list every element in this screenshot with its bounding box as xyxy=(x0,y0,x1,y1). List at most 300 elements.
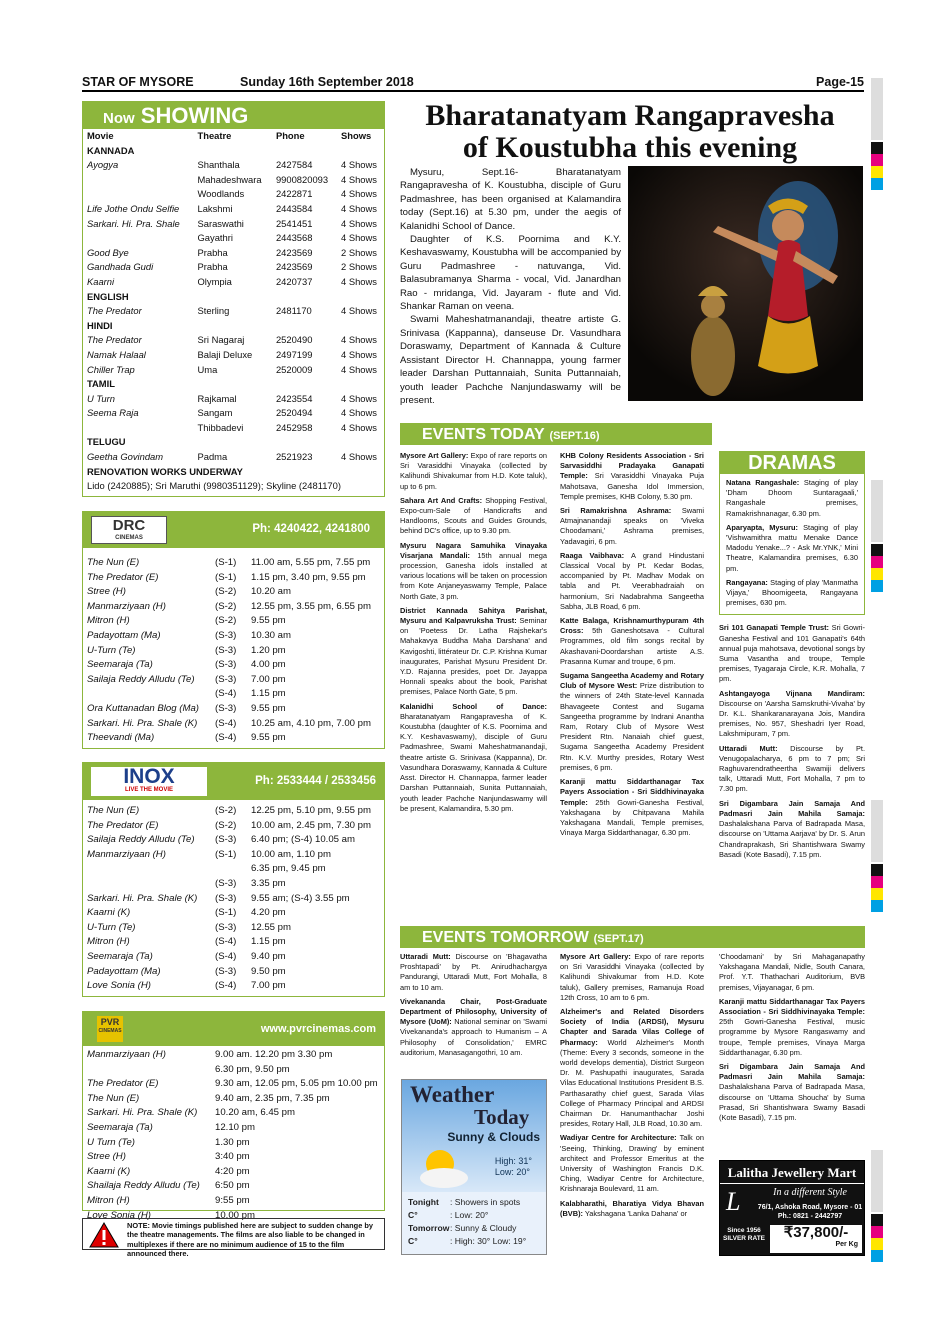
register-black xyxy=(871,864,883,876)
event-item xyxy=(560,506,704,547)
table-row xyxy=(83,158,384,173)
show-count: 4 Shows xyxy=(341,275,377,287)
show-count: 2 Shows xyxy=(341,246,377,258)
dancer-illustration xyxy=(628,166,863,401)
screen-number: (S-3) xyxy=(215,877,237,889)
movie-title xyxy=(83,421,194,436)
inox-box xyxy=(82,762,385,997)
table-row xyxy=(83,421,384,436)
schedule-row xyxy=(83,1077,380,1092)
table-row xyxy=(83,392,384,407)
show-times: 6.30 pm, 9.50 pm xyxy=(215,1063,290,1075)
event-organiser: Kalanidhi School of Dance: xyxy=(400,701,547,711)
show-count: 4 Shows xyxy=(341,232,377,244)
movie-title: Mitron (H) xyxy=(87,936,130,948)
renovation-list: Lido (2420885); Sri Maruthi (9980351129); Skyline (2481170) xyxy=(87,480,341,492)
movie-title: The Nun (E) xyxy=(87,1092,140,1104)
movie-title: Mitron (H) xyxy=(87,615,130,627)
theatre-name: Lakshmi xyxy=(197,202,233,214)
schedule-row xyxy=(83,833,373,848)
show-times: 9.55 am; (S-4) 3.55 pm xyxy=(251,892,350,904)
register-cyan xyxy=(871,580,883,592)
screen-number: (S-2) xyxy=(215,819,237,831)
section-label: KANNADA xyxy=(87,144,135,156)
schedule-row xyxy=(83,687,373,702)
event-details: Dashalakshana Parva of Badrapada Masa, discourse on 'Uttama Aarjava' by Dr. S. Arun Chandraprakash, Sri Shantishwara Swamy Basadi (Kote Basadi), 7.15 pm. xyxy=(719,819,865,859)
register-yellow xyxy=(871,568,883,580)
events-tomorrow-col-2 xyxy=(560,952,704,1223)
movie-title: The Predator (E) xyxy=(87,571,159,583)
section-label: HINDI xyxy=(87,319,113,331)
theatre-name: Sri Nagaraj xyxy=(197,334,245,346)
table-row xyxy=(83,348,384,363)
event-details: Staging of play 'Dham Dhoom Suntaragaali,' Rangashale premises, Ramakrishnanagar, 6.30 pm. xyxy=(726,478,858,518)
column-header: Phone xyxy=(275,130,305,141)
movie-title xyxy=(83,687,211,702)
movie-title: Love Sonia (H) xyxy=(87,1209,151,1221)
screen-number: (S-3) xyxy=(215,892,237,904)
now-showing-table xyxy=(83,129,384,494)
event-item xyxy=(719,997,865,1058)
article-para-2: Daughter of K.S. Poornima and K.Y. Keshavaswamy, Koustubha will be accompanied by Guru Padmashree - natuvanga, Vid. Balasubramanya Sharma - vocal, Vid. Janardhan Rao - mridanga, Vid. Jayaram - flute and Vid. Shankar Raman on veena. xyxy=(400,234,621,313)
movie-title: Theevandi (Ma) xyxy=(87,732,155,744)
movie-title: Sarkari. Hi. Pra. Shale xyxy=(87,217,180,229)
show-times: 1.30 pm xyxy=(215,1136,250,1148)
schedule-row xyxy=(83,658,373,673)
sun-cloud-icon xyxy=(410,1146,470,1190)
table-row xyxy=(83,435,384,450)
margin-bar xyxy=(871,480,883,542)
inox-phone: Ph: 2533444 / 2533456 xyxy=(255,775,376,787)
event-details: Discourse on 'Aarsha Samskruthi-Vivaha' by Dr. K.L. Shankaranarayana Jois, Mandira premises, No. 957, Sheshadri Iyer Road, Lakshmipuram, 7 pm. xyxy=(719,698,865,739)
table-row xyxy=(83,377,384,392)
weather-subtitle: Today xyxy=(474,1105,530,1129)
theatre-name: Mahadeshwara xyxy=(197,173,262,185)
schedule-row xyxy=(83,1092,380,1107)
drc-box xyxy=(82,511,385,749)
event-item xyxy=(726,523,858,574)
ad-name: Lalitha Jewellery Mart xyxy=(720,1165,864,1184)
event-details: Prize distribution to the winners of 24th State-level Kannada Bhavageete Contest and Sugama Sangeetha programme by Indrani Anantha Ram, Rotary Club of Mysore West President Rtn. Nanaiah chief guest, Sugama Sangeetha Academy President Rtn. K.V. Murthy presides, Rotary West premises, 6 pm. xyxy=(560,681,705,772)
schedule-row xyxy=(83,702,373,717)
table-row xyxy=(83,260,384,275)
pvr-website: www.pvrcinemas.com xyxy=(260,1023,376,1035)
show-times: 12.10 pm xyxy=(215,1121,256,1133)
ad-since: Since 1956 SILVER RATE xyxy=(722,1227,765,1242)
screen-number: (S-2) xyxy=(215,586,237,598)
event-organiser: Uttaradi Mutt: xyxy=(400,952,451,961)
show-times: 9.55 pm xyxy=(251,702,286,714)
table-row xyxy=(83,231,384,246)
register-black xyxy=(871,1214,883,1226)
theatre-name: Sangam xyxy=(197,407,233,419)
show-times: 9.50 pm xyxy=(251,965,286,977)
phone-number: 2521923 xyxy=(275,451,313,463)
movie-title: Padayottam (Ma) xyxy=(87,629,161,641)
event-organiser: Alzheimer's and Related Disorders Society of India (ARDSI), Mysuru Chapter and Sarada Vilas College of Pharmacy: xyxy=(560,1007,704,1047)
movie-title: Stree (H) xyxy=(87,586,126,598)
theatre-name: Balaji Deluxe xyxy=(197,348,253,360)
event-organiser: Wadiyar Centre for Architecture: xyxy=(560,1133,677,1143)
schedule-row xyxy=(83,1150,380,1165)
event-details: Swami Atmajnanandaji speaks on 'Viveka Choodamani,' Ashrama premises, Yadavagiri, 6 pm. xyxy=(560,506,704,546)
movie-title: The Predator xyxy=(87,334,142,346)
show-count: 4 Shows xyxy=(341,159,377,171)
schedule-row xyxy=(83,731,373,746)
event-organiser: Uttaradi Mutt: xyxy=(719,743,778,753)
weather-forecast: Tonight : Showers in spots C° : Low: 20° Tomorrow: Sunny & Cloudy C° : High: 30° Low: 19° xyxy=(408,1197,527,1246)
screen-number: (S-4) xyxy=(215,950,237,962)
theatre-name: Uma xyxy=(197,363,218,375)
show-times: 10.30 am xyxy=(251,629,292,641)
weather-sky xyxy=(402,1080,546,1192)
show-times: 1.15 pm xyxy=(251,936,286,948)
theatre-name: Sterling xyxy=(197,305,230,317)
schedule-row xyxy=(83,600,373,615)
theatre-name: Olympia xyxy=(197,275,232,287)
phone-number: 2520009 xyxy=(275,363,313,375)
phone-number: 2422871 xyxy=(275,188,313,200)
schedule-row xyxy=(83,1194,380,1209)
event-details: Sri Varasiddhi Vinayaka Puja Mahotsava, Ganesha Idol Immersion, Temple premises, KHB Colony, 5.30 pm. xyxy=(560,471,704,501)
movie-title: Kaarni (K) xyxy=(87,1165,131,1177)
event-details: World Alzheimer's Month (Theme: Every 3 seconds, someone in the world develops dementia), District Surgeon Dr. M. Pashupathi inaugurates, Sarada Vilas Educational Institutions President B.S. Parthasarathy chief guest, Sarada Vilas College of Pharmacy Principal and ARDSI Chairman Dr. Hanumanthachar Joshi presides, Rotary Hall, JLB Road, 10.30 am. xyxy=(560,1037,704,1129)
event-item xyxy=(726,578,858,609)
article-para-1: Mysuru, Sept.16- Bharatanatyam Rangapravesha of K. Koustubha, disciple of Guru Padmashree, has been organised at Kalamandira today (Sept.16) at 5.30 pm, under the aegis of Kalanidhi School of Dance. xyxy=(400,167,621,232)
event-details: Staging of play 'Manmatha Vijaya,' Bhoomigeeta, Rangayana premises, 630 pm. xyxy=(726,577,858,608)
movie-title: Manmarziyaan (H) xyxy=(87,600,166,612)
event-details: Dashalakshana Parva of Badrapada Masa, discourse on 'Uttama Shoucha' by Suma Prasad, Sri Shantishwara Swamy Basadi (Kote Basadi), 7.15 pm. xyxy=(719,1082,865,1123)
section-label: ENGLISH xyxy=(87,290,129,302)
event-item xyxy=(400,997,547,1058)
movie-title: Manmarziyaan (H) xyxy=(87,848,166,860)
event-item xyxy=(400,451,547,492)
show-times: 12.25 pm, 5.10 pm, 9.55 pm xyxy=(251,805,371,816)
screen-number: (S-2) xyxy=(215,600,237,612)
table-row xyxy=(83,406,384,421)
schedule-row xyxy=(83,1179,380,1194)
weather-condition: Sunny & Clouds xyxy=(447,1130,540,1144)
show-times: 3.35 pm xyxy=(251,877,286,889)
movie-title: Shailaja Reddy Alludu (Te) xyxy=(87,1180,200,1192)
dancer-photo xyxy=(628,166,863,401)
show-times: 9.55 pm xyxy=(251,732,286,744)
event-item xyxy=(719,799,865,860)
show-times: 4:20 pm xyxy=(215,1165,250,1177)
show-times: 11.00 am, 5.55 pm, 7.55 pm xyxy=(251,557,371,568)
screen-number: (S-3) xyxy=(215,644,237,656)
inox-schedule xyxy=(83,804,373,994)
movie-title: Ayogya xyxy=(87,159,119,171)
event-organiser: District Kannada Sahitya Parishat, Mysuru and Kalpavruksha Trust: xyxy=(400,605,547,626)
movie-title: The Nun (E) xyxy=(87,805,140,816)
event-organiser: Sri 101 Ganapati Temple Trust: xyxy=(719,623,830,633)
screen-number: (S-2) xyxy=(215,615,237,627)
events-today-col-1 xyxy=(400,451,547,818)
show-times: 7.00 pm xyxy=(251,980,286,992)
schedule-row xyxy=(83,892,373,907)
show-count: 4 Shows xyxy=(341,363,377,375)
event-item xyxy=(560,1007,704,1129)
screen-number: (S-3) xyxy=(215,921,237,933)
movie-title: Ora Kuttanadan Blog (Ma) xyxy=(87,702,199,714)
register-yellow xyxy=(871,1238,883,1250)
show-count: 4 Shows xyxy=(341,217,377,229)
event-details: Staging of play 'Vishwamithra mattu Menake Dance Madodu Yenake...? - Ask Mr.YNK,' Mini Theatre, Kalamandira premises, 6.30 pm. xyxy=(726,522,858,573)
screen-number: (S-1) xyxy=(215,848,237,860)
show-count: 4 Shows xyxy=(341,202,377,214)
article-para-3: Swami Maheshatmanandaji, theatre artiste G. Srinivasa (Kappanna), danseuse Dr. Vasundhara Doraswamy, Department of Kannada & Culture Assistant Director H. Channappa, young farmer leader Darshan Puttannaiah, Sunita Puttannaiah, youth leader Pachche Nanjundaswamy will be present. xyxy=(400,314,621,406)
movie-title: Seemaraja (Ta) xyxy=(87,659,153,671)
movie-title xyxy=(83,862,211,877)
show-times: 9.40 pm xyxy=(251,950,286,962)
event-item xyxy=(719,744,865,795)
show-times: 10.00 am, 2.45 pm, 7.30 pm xyxy=(251,819,371,831)
table-row xyxy=(83,290,384,305)
event-item xyxy=(400,952,547,993)
table-row xyxy=(83,275,384,290)
schedule-row xyxy=(83,585,373,600)
movie-title: Geetha Govindam xyxy=(87,451,164,463)
event-item xyxy=(560,1133,704,1194)
movie-title: Mitron (H) xyxy=(87,1194,130,1206)
table-row xyxy=(83,450,384,465)
event-item xyxy=(400,702,547,814)
show-times: 6.35 pm, 9.45 pm xyxy=(251,863,326,875)
register-magenta xyxy=(871,154,883,166)
schedule-row xyxy=(83,1165,380,1180)
show-count: 4 Shows xyxy=(341,348,377,360)
show-count: 4 Shows xyxy=(341,451,377,463)
event-details: Sri Gowri-Ganesha Festival and 101 Ganapati's 64th annual puja mahotsava, devotional songs by Suma Vasantha and troupe, Temple premises, Tyagaraja Circle, K.R. Mohalla, 7 pm. xyxy=(719,623,865,684)
movie-title: Chiller Trap xyxy=(87,363,135,375)
events-today-col-2 xyxy=(560,451,704,842)
phone-number: 2520490 xyxy=(275,334,313,346)
event-item xyxy=(726,478,858,519)
event-details: Talk on 'Seeing, Thinking, Drawing' by eminent architect and Professor Emeritus at the University of Washington Francis D.K. Ching, Wadiyar Centre for Architecture, Krishnaraja Boulevard, 11 am. xyxy=(560,1133,704,1194)
show-count: 4 Shows xyxy=(341,305,377,317)
register-cyan xyxy=(871,1250,883,1262)
schedule-row xyxy=(83,935,373,950)
movie-title: U Turn (Te) xyxy=(87,1136,135,1148)
events-tomorrow-header: EVENTS TOMORROW (SEPT.17) xyxy=(400,926,865,948)
warning-icon xyxy=(89,1222,119,1248)
movie-title: Sarkari. Hi. Pra. Shale (K) xyxy=(87,717,198,729)
screen-number: (S-4) xyxy=(215,980,237,992)
column-header: Theatre xyxy=(197,130,232,141)
margin-bar xyxy=(871,1150,883,1212)
schedule-row xyxy=(83,819,373,834)
pvr-logo: PVR CINEMAS xyxy=(97,1016,123,1042)
schedule-row xyxy=(83,1063,380,1078)
event-details: Seminar on 'Poetess Dr. Latha Rajshekar's Mahakavya Buddha Maha Darshana' and Kavigoshti, littérateur Dr. C.P. Krishna Kumar inaugurates, Parishat Mysuru President Dr. Y.D. Rajanna presides, poet Dr. Jayappa Honnali speaks about the book, Parishat premises, Palace North Gate, 5 pm. xyxy=(400,616,547,697)
phone-number: 2427584 xyxy=(275,159,313,171)
register-cyan xyxy=(871,900,883,912)
phone-number: 2423569 xyxy=(275,261,313,273)
phone-number: 9900820093 xyxy=(275,173,329,185)
movie-title: Kaarni xyxy=(87,275,115,287)
register-magenta xyxy=(871,876,883,888)
table-row xyxy=(83,246,384,261)
phone-number: 2541451 xyxy=(275,217,313,229)
phone-number: 2497199 xyxy=(275,348,313,360)
show-times: 9.00 am. 12.20 pm 3.30 pm xyxy=(215,1049,333,1060)
drc-header xyxy=(83,512,384,548)
table-row xyxy=(83,173,384,188)
event-organiser: Sri Digambara Jain Samaja And Padmasri Jain Mahila Samaja: xyxy=(719,798,865,818)
show-times: 12.55 pm xyxy=(251,921,292,933)
phone-number: 2423554 xyxy=(275,392,313,404)
event-details: Yakshagana 'Lanka Dahana' or xyxy=(583,1208,688,1218)
schedule-row xyxy=(83,1121,380,1136)
phone-number: 2443584 xyxy=(275,202,313,214)
movie-title: Seemaraja (Ta) xyxy=(87,1121,153,1133)
theatre-name: Prabha xyxy=(197,261,228,273)
event-organiser: Mysore Art Gallery: xyxy=(400,451,469,460)
show-count: 2 Shows xyxy=(341,261,377,273)
event-details: Expo of rare reports on Sri Varasiddhi Vinayaka (collected by Kalihundi Shivakumar from H.D. Kote taluk), Gallery premises, Ramanuja Road 12th Cross, 10 am to 6 pm. xyxy=(560,952,704,1002)
event-organiser: Katte Balaga, Krishnamurthypuram 4th Cross: xyxy=(560,616,704,636)
schedule-row xyxy=(83,877,373,892)
column-header: Shows xyxy=(341,130,372,141)
schedule-row xyxy=(83,921,373,936)
table-row xyxy=(83,187,384,202)
event-item xyxy=(560,616,704,667)
register-cyan xyxy=(871,178,883,190)
show-count: 4 Shows xyxy=(341,173,377,185)
event-organiser: Mysore Art Gallery: xyxy=(560,952,631,961)
movie-title: Padayottam (Ma) xyxy=(87,965,161,977)
event-item xyxy=(560,952,704,1003)
ad-logo-mark: L xyxy=(726,1187,741,1216)
inox-header xyxy=(83,763,384,800)
table-row xyxy=(83,363,384,378)
register-black xyxy=(871,544,883,556)
theatre-name: Padma xyxy=(197,451,228,463)
screen-number: (S-4) xyxy=(215,717,237,729)
inox-logo: INOX LIVE THE MOVIE xyxy=(91,767,207,796)
show-count: 4 Shows xyxy=(341,421,377,433)
screen-number: (S-3) xyxy=(215,965,237,977)
phone-number: 2481170 xyxy=(275,305,312,317)
event-organiser: Mysuru Nagara Samuhika Vinayaka Visarjana Mandali: xyxy=(400,540,547,560)
register-black xyxy=(871,142,883,154)
events-tomorrow-col-3 xyxy=(719,952,865,1127)
screen-number: (S-3) xyxy=(215,702,237,714)
schedule-row xyxy=(83,673,373,688)
movie-title: U-Turn (Te) xyxy=(87,644,136,656)
column-header: Movie xyxy=(87,130,114,141)
dramas-section xyxy=(719,451,865,864)
event-organiser: Rangayana: xyxy=(726,577,768,587)
show-times: 1.20 pm xyxy=(251,644,286,656)
show-times: 10.20 am xyxy=(251,586,292,598)
table-header-row xyxy=(83,129,384,144)
screen-number: (S-4) xyxy=(215,732,237,744)
movie-title: The Predator (E) xyxy=(87,819,159,831)
event-details: Discourse by Pt. Venugopalacharya, 6 pm to 7 pm; Sri Raghuvarendratheertha Swamiji delivers talk, Uttaradi Mutt, Fort Mohalla, 7 pm to 7.30 pm. xyxy=(719,743,865,794)
screen-number: (S-1) xyxy=(215,907,237,919)
event-organiser: Karanji mattu Siddarthanagar Tax Payers Association - Sri Siddhivinayaka Temple: xyxy=(560,777,704,807)
screen-number: (S-1) xyxy=(215,557,237,568)
theatre-name: Gayathri xyxy=(197,232,233,244)
article-body xyxy=(400,166,621,407)
theatre-name: Prabha xyxy=(197,246,228,258)
dramas-list xyxy=(720,474,864,614)
show-count: 4 Shows xyxy=(341,407,377,419)
show-times: 7.00 pm xyxy=(251,673,286,685)
pvr-header xyxy=(83,1012,384,1046)
movie-title xyxy=(83,231,194,246)
event-organiser: Sri Ramakrishna Ashrama: xyxy=(560,506,672,516)
movie-title: The Nun (E) xyxy=(87,557,140,568)
event-organiser: Vivekananda Chair, Post-Graduate Department of Philosophy, University of Mysore (UoM): xyxy=(400,996,547,1027)
show-times: 1.15 pm xyxy=(251,688,286,700)
movie-title xyxy=(83,877,211,892)
event-item xyxy=(719,1062,865,1123)
schedule-row xyxy=(83,950,373,965)
event-details: Bharatanatyam Rangapravesha of K. Koustubha (daughter of K.S. Poornima and K.Y. Keshavaswamy), disciple of Guru Padmashree, Swami Maheshatmanandaji, theatre artiste G. Srinivasa (Kappanna), Dr. Vasundhara Doraswamy, Kannada & Culture Asst. Director H. Channappa, farmer leader Darshan Puttannaiah, Sunita Puttannaiah, youth leader Pachche Nanjundaswamy will be present, Kalamandira, 5.30 pm. xyxy=(400,711,547,813)
show-count: 4 Shows xyxy=(341,334,377,346)
register-yellow xyxy=(871,888,883,900)
table-row xyxy=(83,333,384,348)
event-details: A grand Hindustani Classical Vocal by Pt. Kedar Bodas, accompanied by Pt. Madhav Modak on tabla and Pt. Veerabhadraiah on harmonium, Sri Nadabrahma Sangeetha Sabha, JLB Road, 6 pm. xyxy=(560,550,704,611)
event-organiser: Ashtangayoga Vijnana Mandiram: xyxy=(719,688,865,698)
theatre-name: Saraswathi xyxy=(197,217,244,229)
schedule-row xyxy=(83,717,373,732)
event-details: 25th Gowri-Ganesha Festival, music programme by Mysore Rangaswamy and troupe, Temple premises, Vinaya Marga Siddarthanagar, 6.30 pm. xyxy=(719,1017,865,1057)
silver-rate-badge: ₹37,800/- Per Kg xyxy=(770,1225,862,1253)
theatre-name: Rajkamal xyxy=(197,392,237,404)
movie-title: The Predator (E) xyxy=(87,1078,159,1090)
page-number: Page-15 xyxy=(816,75,864,89)
weather-box xyxy=(401,1079,547,1255)
event-organiser: Kalabharathi, Bharatiya Vidya Bhavan (BVB): xyxy=(560,1198,704,1218)
show-times: 9.40 am, 2.35 pm, 7.35 pm xyxy=(215,1092,330,1104)
pvr-schedule xyxy=(83,1048,380,1223)
note-text: NOTE: Movie timings published here are subject to sudden change by the theatre managements. The films are also liable to be changed in multiplexes if there are no minimum audience of 15 to the film announced there. xyxy=(127,1221,373,1259)
movie-title: Sailaja Reddy Alludu (Te) xyxy=(87,834,195,846)
show-count: 4 Shows xyxy=(341,392,377,404)
events-today-header: EVENTS TODAY (SEPT.16) xyxy=(400,423,712,445)
screen-number: (S-3) xyxy=(215,659,237,671)
schedule-row xyxy=(83,1106,380,1121)
event-details: 15th annual mega procession, Ganesha idols installed at various locations will be taken on procession from Kote Anjaneyaswamy Temple, Palace North Gate, 3 pm. xyxy=(400,550,547,601)
article-headline: Bharatanatyam Rangapravesha of Koustubha this evening xyxy=(425,99,835,164)
event-item xyxy=(560,1199,704,1219)
show-times: 1.15 pm, 3.40 pm, 9.55 pm xyxy=(251,571,366,583)
event-organiser: KHB Colony Residents Association - Sri Sarvasiddhi Pradayaka Ganapati Temple: xyxy=(560,451,704,481)
movie-title: Gandhada Gudi xyxy=(87,261,154,273)
table-row xyxy=(83,479,384,494)
movie-title: Sarkari. Hi. Pra. Shale (K) xyxy=(87,892,198,904)
show-times: 10.00 pm xyxy=(215,1209,256,1221)
event-item xyxy=(560,777,704,838)
schedule-row xyxy=(83,571,373,586)
event-organiser: Sugama Sangeetha Academy and Rotary Club of Mysore West: xyxy=(560,671,704,691)
weather-temps: High: 31° Low: 20° xyxy=(494,1156,532,1177)
movie-title: U-Turn (Te) xyxy=(87,921,136,933)
event-item xyxy=(400,606,547,698)
jewellery-ad xyxy=(719,1160,865,1256)
schedule-row xyxy=(83,629,373,644)
event-item xyxy=(560,551,704,612)
dramas-box xyxy=(719,451,865,615)
table-row xyxy=(83,319,384,334)
page-header xyxy=(82,72,864,92)
movie-title: Sailaja Reddy Alludu (Te) xyxy=(87,673,195,685)
movie-title: Namak Halaal xyxy=(87,348,146,360)
